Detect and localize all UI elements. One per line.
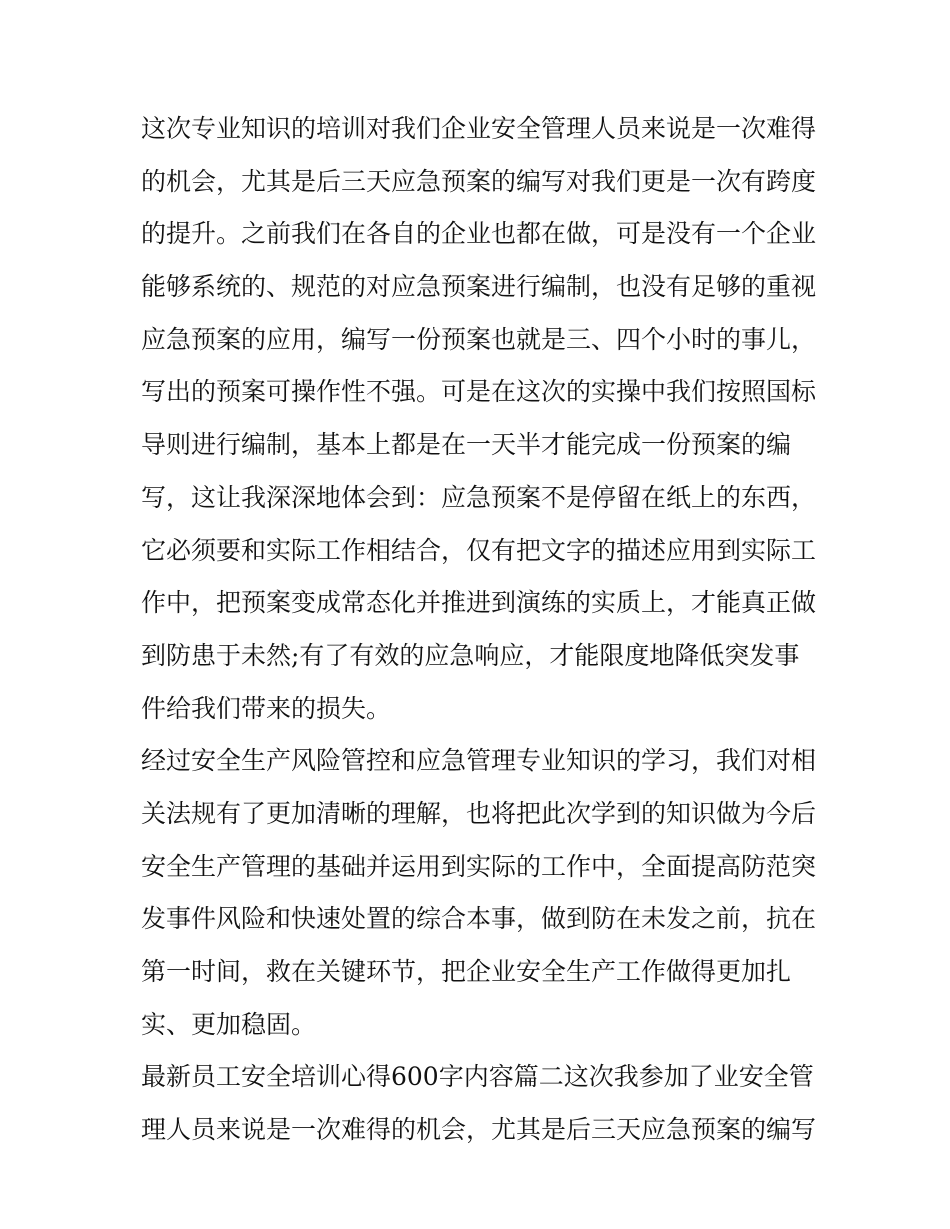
text-line: 写，这让我深深地体会到：应急预案不是停留在纸上的东西， [141,482,817,512]
text-line: 发事件风险和快速处置的综合本事，做到防在未发之前，抗在 [141,904,817,934]
text-line: 它必须要和实际工作相结合，仅有把文字的描述应用到实际工 [141,535,817,565]
text-line: 的机会，尤其是后三天应急预案的编写对我们更是一次有跨度 [141,166,817,196]
text-line: 理人员来说是一次难得的机会，尤其是后三天应急预案的编写 [141,1115,817,1145]
text-line: 导则进行编制，基本上都是在一天半才能完成一份预案的编 [141,430,792,460]
text-line: 写出的预案可操作性不强。可是在这次的实操中我们按照国标 [141,377,817,407]
text-line: 到防患于未然;有了有效的应急响应，才能限度地降低突发事 [141,640,800,670]
text-line: 能够系统的、规范的对应急预案进行编制，也没有足够的重视 [141,272,817,302]
text-line: 这次专业知识的培训对我们企业安全管理人员来说是一次难得 [141,114,817,143]
text-line: 件给我们带来的损失。 [141,693,392,723]
text-line: 应急预案的应用，编写一份预案也就是三、四个小时的事儿， [141,324,817,354]
document-body [141,108,821,1162]
text-line: 安全生产管理的基础并运用到实际的工作中，全面提高防范突 [141,851,817,881]
text-line: 关法规有了更加清晰的理解，也将把此次学到的知识做为今后 [141,798,817,828]
text-line: 的提升。之前我们在各自的企业也都在做，可是没有一个企业 [141,219,817,249]
text-line: 实、更加稳固。 [141,1009,317,1039]
text-line: 经过安全生产风险管控和应急管理专业知识的学习，我们对相 [141,746,817,776]
text-line: 作中，把预案变成常态化并推进到演练的实质上，才能真正做 [141,588,817,618]
text-line: 第一时间，救在关键环节，把企业安全生产工作做得更加扎 [141,957,792,986]
text-line: 最新员工安全培训心得600字内容篇二这次我参加了业安全管 [141,1062,814,1092]
